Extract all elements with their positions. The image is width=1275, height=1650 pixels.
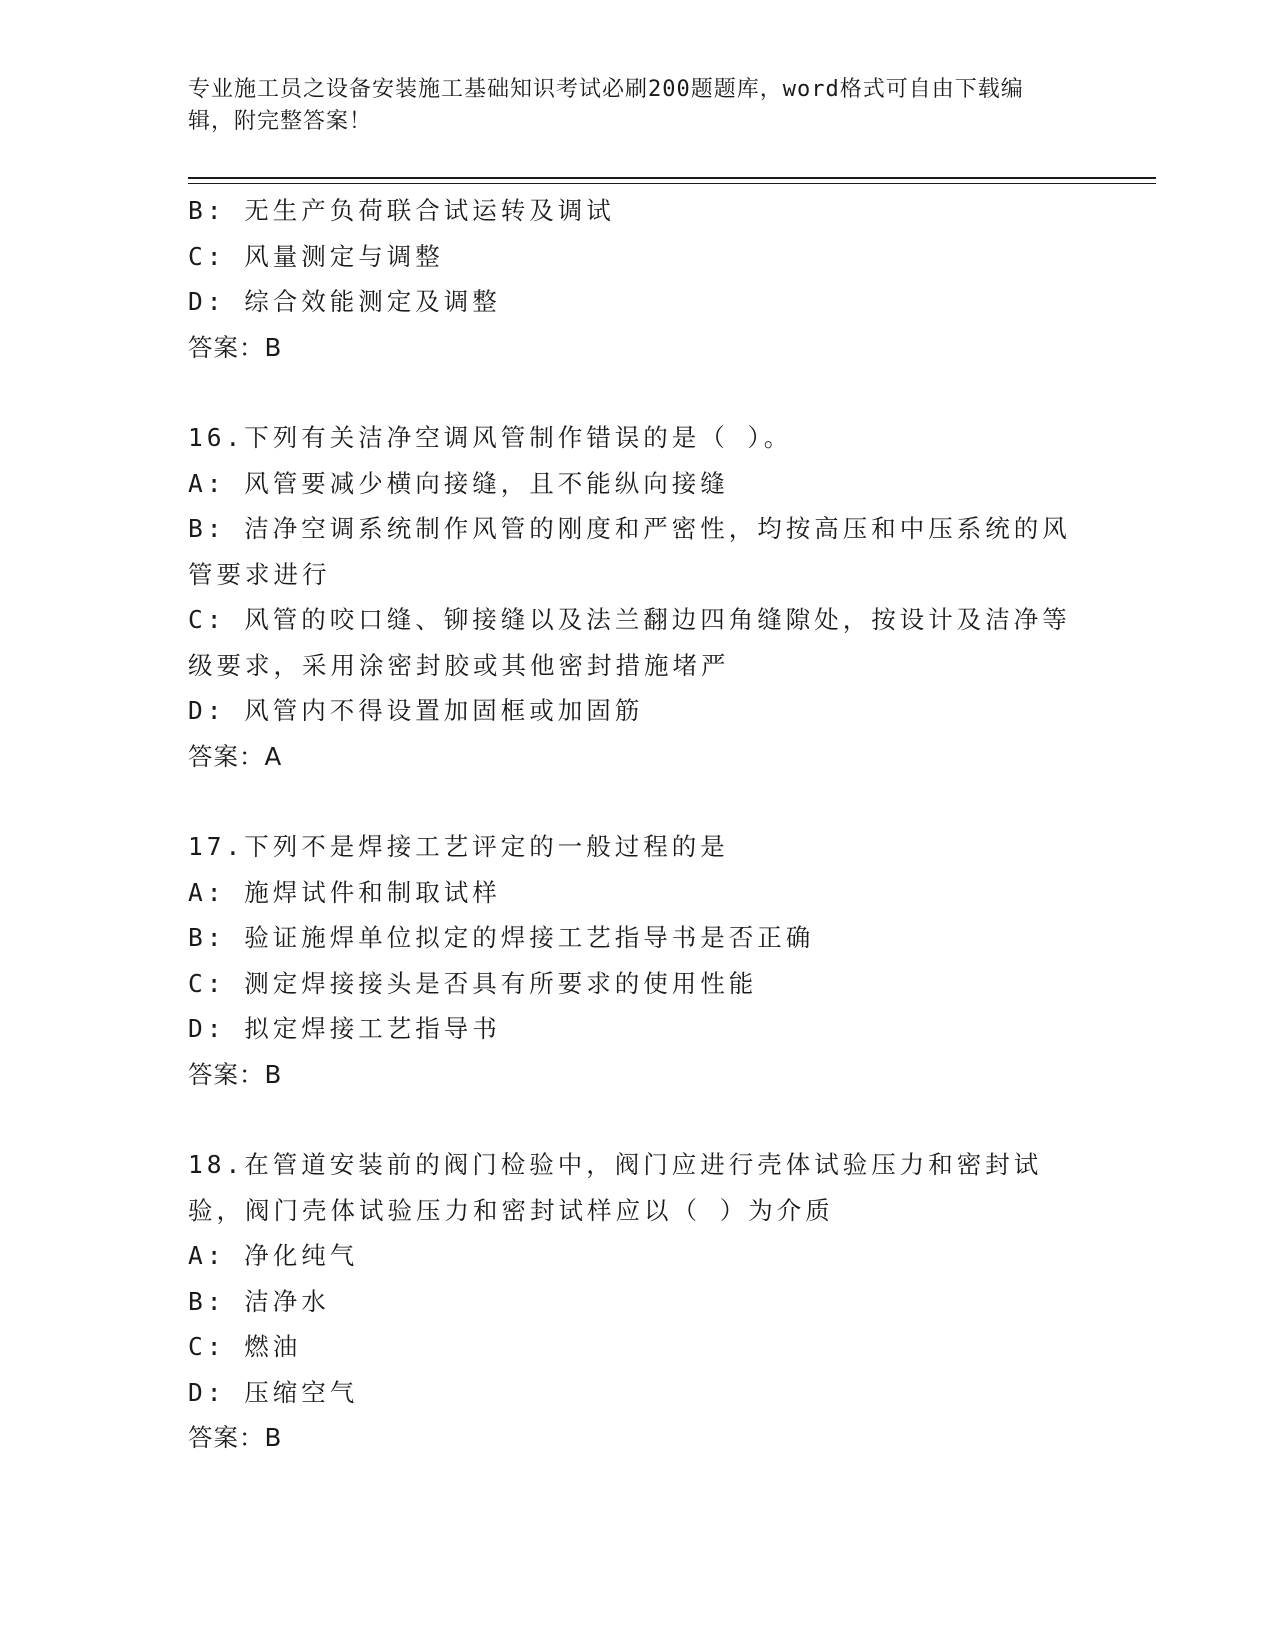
option-b: B: 无生产负荷联合试运转及调试 (188, 196, 615, 225)
option-d: D: 拟定焊接工艺指导书 (188, 1014, 501, 1043)
option-d: D: 风管内不得设置加固框或加固筋 (188, 696, 644, 725)
answer: 答案：B (188, 332, 283, 362)
question-stem: 17.下列不是焊接工艺评定的一般过程的是 (188, 832, 729, 861)
option-b: B: 洁净空调系统制作风管的刚度和严密性，均按高压和中压系统的风管要求进行 (188, 514, 1071, 589)
question-15-tail (188, 188, 1088, 370)
header-divider-thick (188, 177, 1156, 179)
question-spacer (188, 370, 1088, 415)
answer: 答案：B (188, 1423, 283, 1452)
document-title: 专业施工员之设备安装施工基础知识考试必刷200题题库，word格式可自由下载编辑，附完整答案！ (188, 77, 1024, 134)
option-d: D: 压缩空气 (188, 1377, 359, 1407)
question-18 (188, 1142, 1088, 1461)
option-c: C: 风管的咬口缝、铆接缝以及法兰翻边四角缝隙处，按设计及洁净等级要求，采用涂密封胶或其他密封措施堵严 (188, 605, 1071, 680)
option-a: A: 净化纯气 (188, 1241, 359, 1270)
question-stem: 16.下列有关洁净空调风管制作错误的是（ ）。 (188, 423, 793, 452)
option-b: B: 洁净水 (188, 1286, 330, 1316)
question-spacer (188, 1097, 1088, 1142)
page-header (188, 74, 1068, 138)
option-c: C: 风量测定与调整 (188, 241, 444, 271)
question-stem: 18.在管道安装前的阀门检验中，阀门应进行壳体试验压力和密封试验，阀门壳体试验压力和密封试样应以（ ）为介质 (188, 1150, 1043, 1225)
option-c: C: 燃油 (188, 1332, 302, 1361)
answer: 答案：B (188, 1059, 283, 1089)
option-a: A: 施焊试件和制取试样 (188, 877, 501, 907)
header-divider-thin (188, 183, 1156, 184)
question-16 (188, 415, 1088, 779)
question-17 (188, 824, 1088, 1097)
answer: 答案：A (188, 741, 283, 771)
option-b: B: 验证施焊单位拟定的焊接工艺指导书是否正确 (188, 923, 815, 952)
option-a: A: 风管要减少横向接缝，且不能纵向接缝 (188, 468, 729, 498)
option-d: D: 综合效能测定及调整 (188, 287, 501, 316)
question-list (188, 188, 1088, 1461)
question-spacer (188, 779, 1088, 824)
option-c: C: 测定焊接接头是否具有所要求的使用性能 (188, 968, 758, 998)
